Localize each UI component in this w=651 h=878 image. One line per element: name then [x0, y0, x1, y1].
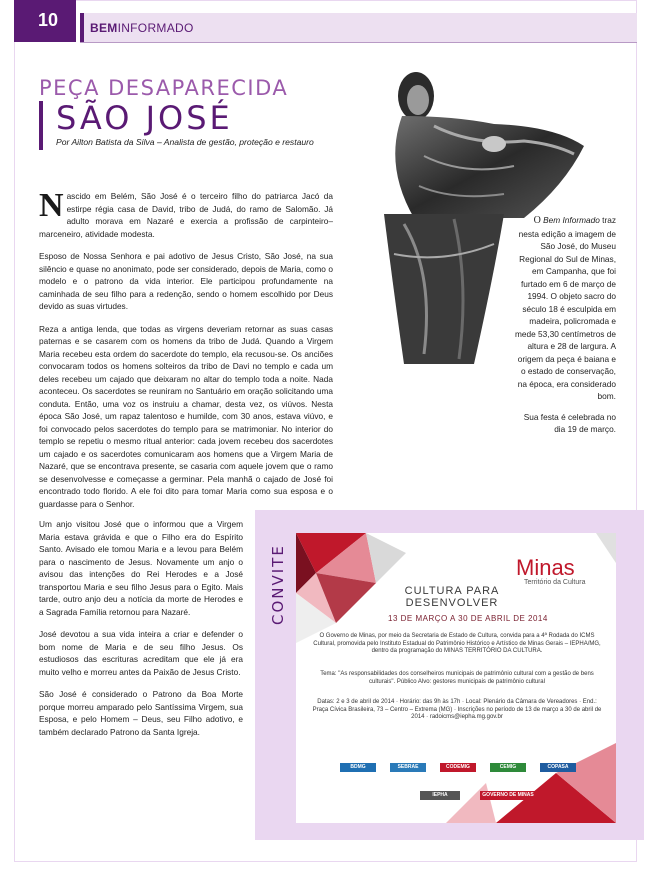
minas-tagline: Território da Cultura [524, 579, 586, 586]
magazine-brand [90, 21, 194, 35]
title-rule [39, 101, 43, 150]
sidebar-intro [512, 214, 616, 403]
logo-copasa: COPASA [540, 763, 576, 772]
page-number-box [14, 0, 76, 42]
logo-cemig: CEMIG [490, 763, 526, 772]
invitation-date: 13 DE MARÇO A 30 DE ABRIL DE 2014 [388, 614, 548, 623]
magazine-header [80, 13, 637, 42]
sidebar-text [512, 214, 616, 444]
article-paragraph: Reza a antiga lenda, que todas as virgens deveriam retornar as suas casas paternas e se casarem com os homens da tribo de Judá. Quando a Virgem Maria recebeu esta ordem do sacerdote do templo, ela recusou-se. Os anciões convocaram todos os homens solteiros da tribo de Davi no templo e cada um deles recebeu um cajado que deixaram no altar do templo toda a noite. Nada aconteceu. Os sacerdotes se reuniram no Santuário em oração solicitando uma conduta. Então, uma voz os instruiu a chamar, desta vez, os viúvos. Nesta época São José, um rapaz talentoso e humilde, com 30 anos, estava viúvo, e foi convocado pelos sacerdotes do templo para se matrimoniar. No interior do templo se repetiu o mesmo ritual anterior: cada jovem recebeu dos sacerdotes um cajado e os sacerdotes comunicaram aos homens que a Virgem Maria de Nazaré, que se encontrava presente, se casaria com aquele jovem que o ramo se desenvolvesse e começasse a germinar. Pela manhã o cajado de José foi encontrado todo florido. A ele foi dito para tomar Maria como sua esposa e o guardasse para o Senhor. [39, 323, 333, 509]
logo-governo-de-minas: GOVERNO DE MINAS [480, 791, 536, 800]
invitation-details: Datas: 2 e 3 de abril de 2014 · Horário: das 9h às 17h · Local: Plenário da Câmara de Vereadores · End.: Praça Cívica Brasileira, 73 – Centro – Extrema (MG) · Inscrições no período de 13 de março a 30 de abril de 2014 · radoicms@iepha.mg.gov.br [312, 699, 602, 720]
feast-note: Sua festa é celebrada no dia 19 de março. [523, 411, 616, 434]
article-paragraph: Um anjo visitou José que o informou que a Virgem Maria estava grávida e que o Filho era do Espírito Santo. Avisado ele tomou Maria e a levou para Belém para o nascimento de Jesus. Novamente um anjo o avisou das intenções do Rei Herodes e a José transportou Maria e seu filho Jesus para o Egito. Mais tarde, outro anjo deu a notícia da morte de Herodes e a Sagrada Família retornou para Nazaré. [39, 519, 243, 617]
headline-line-1: CULTURA PARA [404, 585, 500, 597]
article-paragraph: São José é considerado o Patrono da Boa Morte porque morreu amparado pelo Santíssima Virgem, sua Esposa, e pelo Homem – Deus, seu Filho adotivo, e também declarado Patrono da Santa Igreja. [39, 689, 243, 737]
brand-light: INFORMADO [117, 21, 194, 35]
article-paragraph: Esposo de Nossa Senhora e pai adotivo de Jesus Cristo, São José, na sua silêncio e quase no anonimato, pode ser considerado, depois de Maria, como o modelo e o patrono da vida interior. Ele participou profundamente na caminhada de seu filho para a redenção, sendo o homem escolhido por Deus devido as suas virtudes. [39, 251, 333, 311]
brand-bold: BEM [90, 21, 118, 35]
paragraph-text: ascido em Belém, São José é o terceiro filho do patriarca Jacó da estirpe régia casa de David, tribo de Judá, do ramo de Salomão. Já adulto morava em Nazaré e exercia a profissão de carpinteiro–marceneiro, atividade modesta. [39, 191, 333, 239]
article-paragraph [39, 187, 333, 240]
article-byline: Por Ailton Batista da Silva – Analista de gestão, proteção e restauro [56, 137, 314, 147]
sponsor-logos [310, 755, 606, 815]
invitation-card [296, 533, 616, 823]
invitation-label: CONVITE [269, 544, 287, 625]
statue-lower-image [374, 214, 514, 364]
logo-iepha: IEPHA [420, 791, 460, 800]
sidebar-cap: O [533, 215, 541, 226]
invitation-theme: Tema: "As responsabilidades dos conselheiros municipais de patrimônio cultural com a gestão de bens culturais". Público Alvo: gestores municipais de patrimônio cultural [320, 671, 594, 685]
minas-logo: Minas [516, 555, 575, 580]
headline-line-2: DESENVOLVER [405, 597, 499, 609]
invitation-headline [392, 585, 512, 609]
sidebar-body: traz nesta edição a imagem de São José, do Museu Regional do Sul de Minas, em Campanha, que foi furtado em 6 de março de 1994. O objeto sacro do século 18 é esculpida em madeira, policromada e mede 53,30 centímetros de altura e 28 de largura. A origem da peça é baiana e o estado de conservação, na época, era considerado bom. [514, 215, 616, 401]
article-body [39, 187, 333, 520]
logo-bdmg: BDMG [340, 763, 376, 772]
logo-sebrae: SEBRAE [390, 763, 426, 772]
invitation-paragraph: O Governo de Minas, por meio da Secretaria de Estado de Cultura, convida para a 4ª Rodada do ICMS Cultural, promovida pelo Instituto Estadual do Patrimônio Histórico e Artístico de Minas Gerais – IEPHA/MG, dentro da programação do MINAS TERRITÓRIO DA CULTURA. [313, 633, 601, 654]
article-title: SÃO JOSÉ [56, 99, 233, 137]
publication-name: Bem Informado [543, 215, 600, 225]
article-lower-body [39, 518, 243, 748]
article-paragraph: José devotou a sua vida inteira a criar e defender o bom nome de Maria e de seu filho Jesus. Os estudiosos das escrituras acreditam que ele já era muito velho e morreu antes da Paixão de Jesus Cristo. [39, 629, 243, 677]
saint-joseph-statue-image [374, 66, 590, 218]
header-divider [80, 42, 637, 43]
drop-cap: N [39, 187, 64, 224]
logo-codemig: CODEMIG [440, 763, 476, 772]
page-number: 10 [38, 10, 59, 30]
article-kicker: PEÇA DESAPARECIDA [39, 76, 289, 100]
